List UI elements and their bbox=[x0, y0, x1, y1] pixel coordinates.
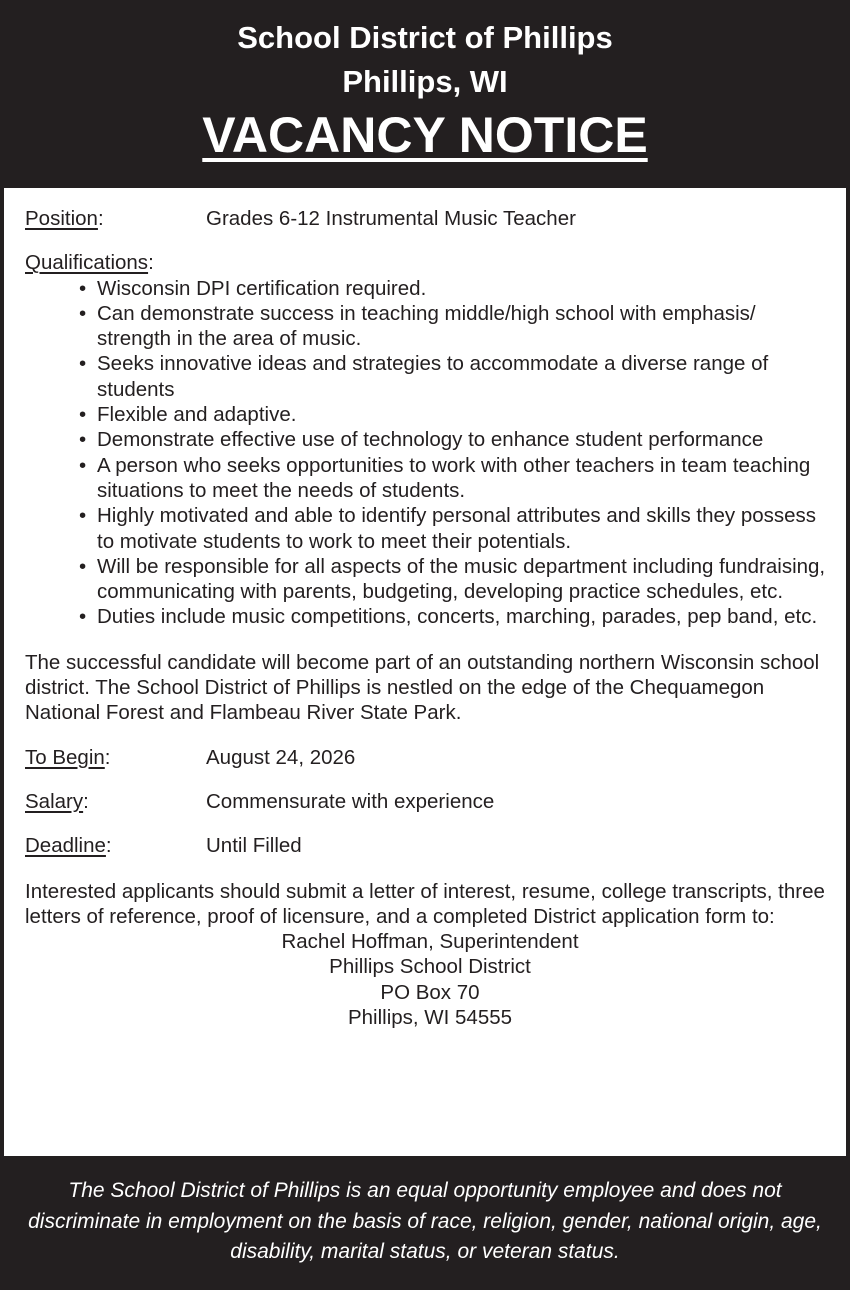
list-item: • Demonstrate effective use of technology to enhance student performance bbox=[75, 427, 835, 452]
position-value: Grades 6-12 Instrumental Music Teacher bbox=[206, 207, 576, 230]
eeo-statement: The School District of Phillips is an equal opportunity employee and does not discriminate in employment on the basis of race, religion, gender, national origin, age, disability, marital status, or veteran status. bbox=[28, 1179, 822, 1263]
salary-label: Salary: bbox=[25, 789, 89, 813]
list-item: • Can demonstrate success in teaching middle/high school with emphasis/ strength in the area of music. bbox=[75, 301, 835, 352]
address-box: PO Box 70 bbox=[380, 980, 480, 1004]
address-name: Rachel Hoffman, Superintendent bbox=[281, 930, 579, 954]
header-banner bbox=[0, 0, 850, 188]
list-item: • Wisconsin DPI certification required. bbox=[75, 276, 835, 301]
list-item: • Will be responsible for all aspects of the music department including fundraising, communicating with parents, budgeting, developing practice schedules, etc. bbox=[75, 554, 835, 605]
to-begin-row bbox=[25, 745, 835, 770]
list-item: • Duties include music competitions, concerts, marching, parades, pep band, etc. bbox=[75, 604, 835, 629]
district-location: Phillips, WI bbox=[342, 64, 508, 99]
mailing-address bbox=[25, 929, 835, 1030]
address-org: Phillips School District bbox=[329, 955, 531, 979]
salary-row bbox=[25, 789, 835, 814]
eeo-footer bbox=[0, 1160, 850, 1290]
description-paragraph: The successful candidate will become part of an outstanding northern Wisconsin school district. The School District of Phillips is nestled on the edge of the Chequamegon National Forest and Flambeau River State Park. bbox=[25, 650, 820, 725]
district-name: School District of Phillips bbox=[237, 20, 613, 55]
deadline-label: Deadline: bbox=[25, 834, 112, 858]
position-label: Position: bbox=[25, 207, 104, 230]
deadline-row bbox=[25, 833, 835, 858]
list-item: • A person who seeks opportunities to work with other teachers in team teaching situations to meet the needs of students. bbox=[75, 453, 835, 504]
to-begin-label: To Begin: bbox=[25, 745, 111, 769]
list-item: • Highly motivated and able to identify personal attributes and skills they possess to motivate students to work to meet their potentials. bbox=[75, 503, 835, 554]
list-item: • Seeks innovative ideas and strategies to accommodate a diverse range of students bbox=[75, 351, 835, 402]
qualifications-list bbox=[25, 276, 835, 630]
position-row bbox=[25, 206, 835, 231]
list-item: • Flexible and adaptive. bbox=[75, 402, 835, 427]
to-begin-value: August 24, 2026 bbox=[206, 745, 356, 769]
salary-value: Commensurate with experience bbox=[206, 789, 495, 813]
notice-body bbox=[4, 188, 846, 1156]
page-title: VACANCY NOTICE bbox=[202, 107, 648, 163]
apply-instructions: Interested applicants should submit a letter of interest, resume, college transcripts, three letters of reference, proof of licensure, and a completed District application form to: bbox=[25, 879, 825, 928]
qualifications-label: Qualifications: bbox=[25, 251, 154, 275]
address-city: Phillips, WI 54555 bbox=[347, 1006, 513, 1030]
deadline-value: Until Filled bbox=[206, 834, 302, 858]
